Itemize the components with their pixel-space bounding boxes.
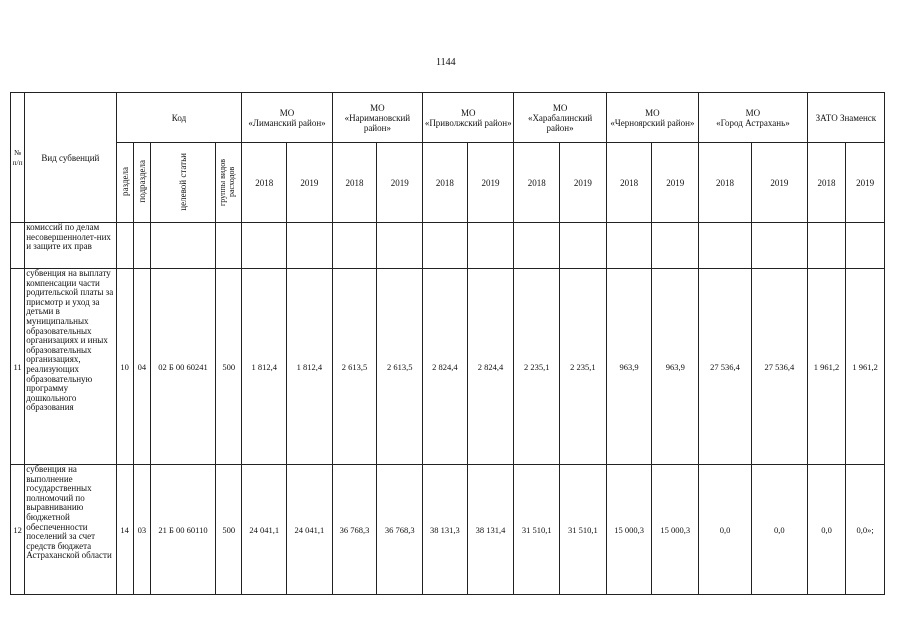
year-2018: 2018 — [242, 143, 287, 223]
value-cell: 2 824,4 — [467, 269, 514, 465]
value-cell — [332, 223, 377, 269]
row-no: 11 — [11, 269, 25, 465]
value-cell: 27 536,4 — [699, 269, 752, 465]
year-2019: 2019 — [751, 143, 807, 223]
header-gruppy: группы видов расходов — [216, 143, 242, 223]
value-cell — [467, 223, 514, 269]
row-gruppa: 500 — [216, 465, 242, 595]
row-razdel: 14 — [116, 465, 133, 595]
value-cell — [287, 223, 333, 269]
header-vid: Вид субвенций — [25, 93, 116, 223]
value-cell: 1 961,2 — [846, 269, 885, 465]
value-cell: 24 041,1 — [287, 465, 333, 595]
row-podrazdel: 04 — [133, 269, 150, 465]
row-podrazdel: 03 — [133, 465, 150, 595]
value-cell: 38 131,4 — [467, 465, 514, 595]
mo-header: ЗАТО Знаменск — [807, 93, 884, 143]
header-celevoy: целевой статьи — [151, 143, 216, 223]
value-cell — [377, 223, 423, 269]
value-cell: 24 041,1 — [242, 465, 287, 595]
value-cell: 1 812,4 — [287, 269, 333, 465]
value-cell: 0,0 — [751, 465, 807, 595]
value-cell: 38 131,3 — [423, 465, 468, 595]
value-cell: 0,0 — [807, 465, 846, 595]
value-cell: 963,9 — [652, 269, 699, 465]
value-cell: 36 768,3 — [377, 465, 423, 595]
value-cell — [560, 223, 607, 269]
value-cell: 1 812,4 — [242, 269, 287, 465]
year-2018: 2018 — [699, 143, 752, 223]
value-cell — [514, 223, 560, 269]
row-podrazdel — [133, 223, 150, 269]
value-cell: 2 235,1 — [560, 269, 607, 465]
year-2018: 2018 — [807, 143, 846, 223]
value-cell — [423, 223, 468, 269]
year-2019: 2019 — [377, 143, 423, 223]
header-row-2 — [11, 143, 885, 223]
table-row — [11, 465, 885, 595]
value-cell: 2 613,5 — [377, 269, 423, 465]
year-2018: 2018 — [514, 143, 560, 223]
row-no — [11, 223, 25, 269]
header-podrazdela: подраздела — [133, 143, 150, 223]
value-cell: 1 961,2 — [807, 269, 846, 465]
value-cell: 31 510,1 — [514, 465, 560, 595]
value-cell: 0,0»; — [846, 465, 885, 595]
row-razdel: 10 — [116, 269, 133, 465]
mo-header: МО «Черноярский район» — [606, 93, 698, 143]
row-no: 12 — [11, 465, 25, 595]
value-cell — [699, 223, 752, 269]
value-cell — [807, 223, 846, 269]
value-cell — [652, 223, 699, 269]
value-cell — [751, 223, 807, 269]
value-cell — [242, 223, 287, 269]
value-cell: 2 613,5 — [332, 269, 377, 465]
year-2019: 2019 — [846, 143, 885, 223]
subventions-table — [10, 92, 885, 595]
row-desc: субвенция на выплату компенсации части родительской платы за присмотр и уход за детьми в муниципальных образовательных организациях и иных образовательных организациях, реализующих образовательную программу дошкольного образования — [25, 269, 116, 465]
value-cell: 963,9 — [606, 269, 652, 465]
row-gruppa: 500 — [216, 269, 242, 465]
year-2018: 2018 — [606, 143, 652, 223]
value-cell: 2 235,1 — [514, 269, 560, 465]
row-razdel — [116, 223, 133, 269]
year-2019: 2019 — [467, 143, 514, 223]
mo-header: МО «Наримановский район» — [332, 93, 422, 143]
row-desc: субвенция на выполнение государственных полномочий по выравниванию бюджетной обеспеченности поселений за счет средств бюджета Астраханской области — [25, 465, 116, 595]
row-celevaya: 02 Б 00 60241 — [151, 269, 216, 465]
mo-header: МО «Приволжский район» — [423, 93, 514, 143]
value-cell — [606, 223, 652, 269]
row-desc: комиссий по делам несовершеннолет-них и защите их прав — [25, 223, 116, 269]
row-celevaya — [151, 223, 216, 269]
header-kod: Код — [116, 93, 242, 143]
year-2019: 2019 — [652, 143, 699, 223]
header-row-1 — [11, 93, 885, 143]
year-2019: 2019 — [287, 143, 333, 223]
mo-header: МО «Харабалинский район» — [514, 93, 606, 143]
row-celevaya: 21 Б 00 60110 — [151, 465, 216, 595]
value-cell — [846, 223, 885, 269]
page-number: 1144 — [436, 57, 456, 68]
header-no: № п/п — [11, 93, 25, 223]
value-cell: 15 000,3 — [652, 465, 699, 595]
row-gruppa — [216, 223, 242, 269]
header-razdela: раздела — [116, 143, 133, 223]
year-2018: 2018 — [423, 143, 468, 223]
table-row — [11, 223, 885, 269]
value-cell: 36 768,3 — [332, 465, 377, 595]
value-cell: 31 510,1 — [560, 465, 607, 595]
value-cell: 27 536,4 — [751, 269, 807, 465]
value-cell: 0,0 — [699, 465, 752, 595]
mo-header: МО «Город Астрахань» — [699, 93, 808, 143]
year-2019: 2019 — [560, 143, 607, 223]
year-2018: 2018 — [332, 143, 377, 223]
value-cell: 2 824,4 — [423, 269, 468, 465]
table-row — [11, 269, 885, 465]
mo-header: МО «Лиманский район» — [242, 93, 332, 143]
value-cell: 15 000,3 — [606, 465, 652, 595]
